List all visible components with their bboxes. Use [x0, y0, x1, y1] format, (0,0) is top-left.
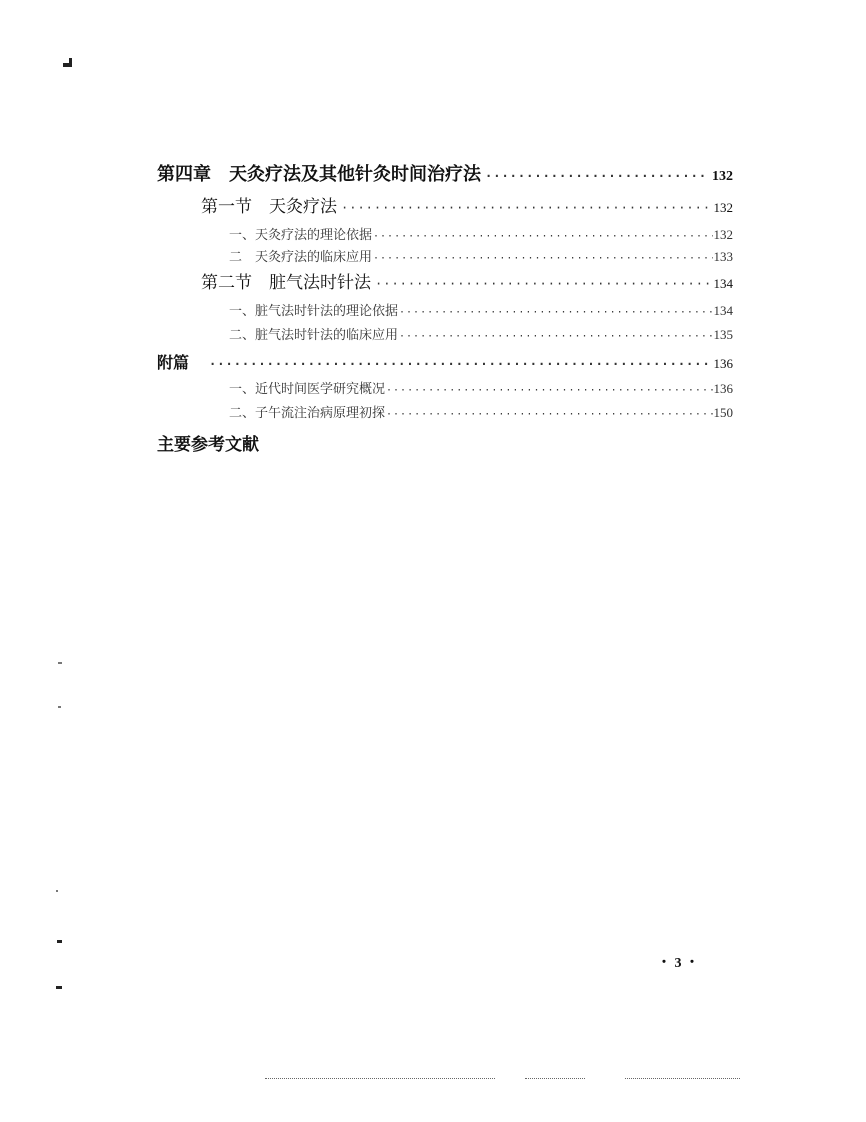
- toc-entry-title: 主要参考文献: [157, 435, 259, 455]
- scan-speck: [69, 58, 72, 67]
- toc-entry-item-1-1: [157, 224, 733, 243]
- toc-entry-title: 第四章 天灸疗法及其他针灸时间治疗法: [157, 164, 481, 185]
- toc-entry-item-3-2: [157, 402, 733, 421]
- toc-entry-section-2: [157, 268, 733, 293]
- dot-leader: [399, 307, 712, 318]
- toc-entry-title: 第一节 天灸疗法: [201, 197, 337, 217]
- toc-entry-section-1: [157, 192, 733, 217]
- toc-entry-title: 一、近代时间医学研究概况: [229, 382, 386, 397]
- dot-leader: [386, 385, 712, 396]
- scan-speck: [57, 940, 62, 943]
- toc-entry-page: 134: [713, 276, 733, 291]
- toc-entry-page: 134: [713, 303, 733, 318]
- toc-entry-item-3-1: [157, 378, 733, 397]
- dot-leader: [373, 253, 712, 264]
- dot-leader: [375, 277, 710, 291]
- toc-entry-title: 一、天灸疗法的理论依据: [229, 228, 373, 243]
- dot-leader: [341, 201, 710, 215]
- toc-entry-title: 二、子午流注治病原理初探: [229, 406, 386, 421]
- toc-entry-page: 136: [713, 381, 733, 396]
- dot-leader: [373, 231, 712, 242]
- toc-entry-title: 附篇: [157, 353, 190, 372]
- toc-entry-page: 132: [712, 169, 733, 184]
- toc-entry-references: [157, 430, 733, 455]
- dot-leader: [485, 169, 708, 183]
- toc-entry-title: 一、脏气法时针法的理论依据: [229, 304, 399, 319]
- toc-entry-title: 第二节 脏气法时针法: [201, 273, 371, 293]
- toc-entry-appendix: [157, 350, 733, 373]
- toc-entry-page: 133: [713, 249, 733, 264]
- toc-entry-page: 150: [713, 405, 733, 420]
- toc-entry-item-2-2: [157, 324, 733, 343]
- scan-speck: [58, 706, 61, 708]
- scan-line-artifact: [265, 1078, 495, 1080]
- scan-speck: [56, 890, 58, 892]
- page-number: ・ 3 ・: [657, 956, 699, 971]
- dot-leader: [399, 331, 712, 342]
- toc-entry-chapter-4: [157, 160, 733, 186]
- scan-line-artifact: [525, 1078, 585, 1080]
- toc-entry-page: 136: [713, 356, 733, 371]
- toc-entry-title: 二、脏气法时针法的临床应用: [229, 328, 399, 343]
- scan-line-artifact: [625, 1078, 740, 1080]
- toc-entry-page: 135: [713, 327, 733, 342]
- scan-speck: [56, 986, 62, 989]
- toc-entry-item-2-1: [157, 300, 733, 319]
- toc-entry-title: 二 天灸疗法的临床应用: [229, 250, 373, 265]
- toc-entry-item-1-2: [157, 246, 733, 265]
- toc-entry-page: 132: [713, 227, 733, 242]
- toc-entry-page: 132: [713, 200, 733, 215]
- scan-speck: [58, 662, 62, 664]
- dot-leader: [209, 357, 709, 371]
- dot-leader: [386, 409, 712, 420]
